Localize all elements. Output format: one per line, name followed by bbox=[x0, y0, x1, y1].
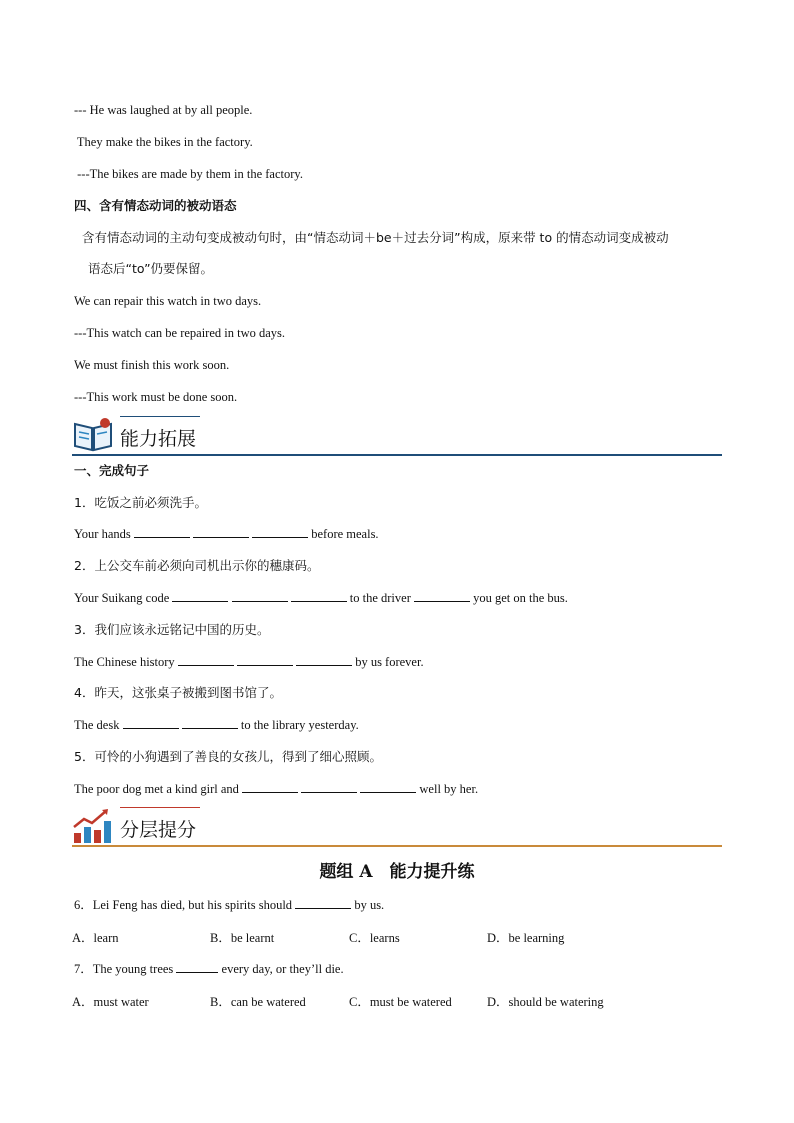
question-3-cn: 3．我们应该永远铭记中国的历史。 bbox=[74, 622, 270, 637]
q6-option-b[interactable]: B．be learnt bbox=[210, 931, 275, 945]
question-4-en: The desk to the library yesterday. bbox=[74, 718, 359, 732]
section-4-desc-2: 语态后“to”仍要保留。 bbox=[88, 261, 214, 276]
section-top-line bbox=[120, 807, 200, 808]
q7-option-b[interactable]: B．can be watered bbox=[210, 995, 306, 1009]
question-1-cn: 1．吃饭之前必须洗手。 bbox=[74, 495, 207, 510]
question-2-cn: 2．上公交车前必须向司机出示你的穗康码。 bbox=[74, 558, 320, 573]
question-3-en: The Chinese history by us forever. bbox=[74, 655, 424, 669]
ability-sub-heading: 一、完成句子 bbox=[74, 463, 150, 478]
q6-option-c[interactable]: C．learns bbox=[349, 931, 400, 945]
question-2-en: Your Suikang code to the driver you get on the bus. bbox=[74, 591, 568, 605]
q7-option-d[interactable]: D．should be watering bbox=[487, 995, 604, 1009]
example-line-3: ---The bikes are made by them in the factory. bbox=[74, 167, 303, 181]
q6-option-a[interactable]: A．learn bbox=[72, 931, 119, 945]
question-5-cn: 5．可怜的小狗遇到了善良的女孩儿，得到了细心照顾。 bbox=[74, 749, 382, 764]
question-6-stem: 6．Lei Feng has died, but his spirits should by us. bbox=[74, 898, 385, 912]
example-must-be-done: ---This work must be done soon. bbox=[74, 390, 238, 404]
section-4-heading: 四、含有情态动词的被动语态 bbox=[74, 198, 237, 213]
question-5-en: The poor dog met a kind girl and well by her. bbox=[74, 782, 479, 796]
group-a-title: 题组 A 能力提升练 bbox=[319, 862, 475, 882]
example-line-2: They make the bikes in the factory. bbox=[74, 135, 253, 149]
section-rule bbox=[72, 454, 722, 456]
bar-chart-arrow-icon bbox=[72, 807, 114, 845]
book-icon bbox=[72, 416, 114, 454]
layered-title: 分层提分 bbox=[120, 819, 197, 841]
question-4-cn: 4．昨天，这张桌子被搬到图书馆了。 bbox=[74, 685, 282, 700]
q6-option-d[interactable]: D．be learning bbox=[487, 931, 565, 945]
section-rule bbox=[72, 845, 722, 847]
layered-section-header bbox=[72, 805, 722, 847]
question-7-stem: 7．The young trees every day, or they’ll die. bbox=[74, 962, 344, 976]
ability-section-header bbox=[72, 414, 722, 456]
q7-option-c[interactable]: C．must be watered bbox=[349, 995, 452, 1009]
ability-title: 能力拓展 bbox=[120, 428, 197, 450]
example-line-1: --- He was laughed at by all people. bbox=[74, 103, 253, 117]
q7-option-a[interactable]: A．must water bbox=[72, 995, 149, 1009]
question-1-en: Your hands before meals. bbox=[74, 527, 379, 541]
example-can-repair: We can repair this watch in two days. bbox=[74, 294, 262, 308]
section-4-desc-1: 含有情态动词的主动句变成被动句时，由“情态动词＋be＋过去分词”构成，原来带 to 的情态动词变成被动 bbox=[82, 230, 669, 245]
example-must-finish: We must finish this work soon. bbox=[74, 358, 230, 372]
example-can-be-repaired: ---This watch can be repaired in two days. bbox=[74, 326, 286, 340]
section-top-line bbox=[120, 416, 200, 417]
